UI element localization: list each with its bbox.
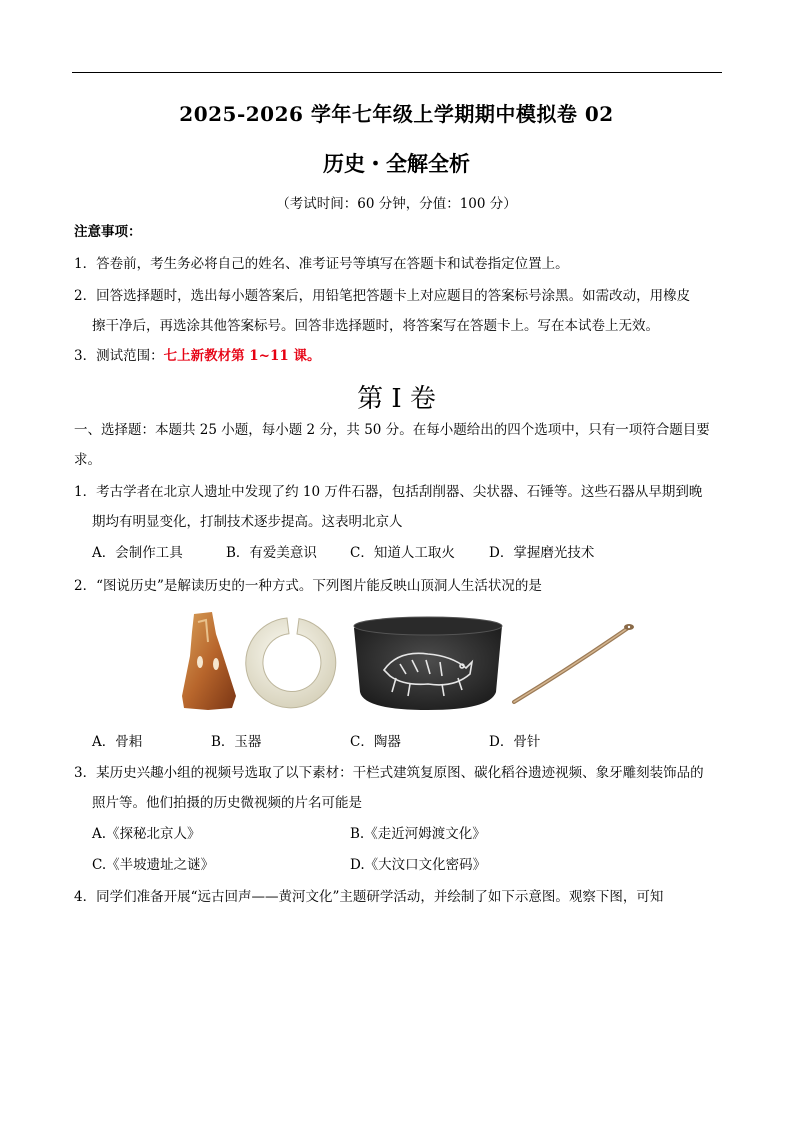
q3-stem-line-2: 照片等。他们拍摄的历史微视频的片名可能是 bbox=[92, 795, 362, 811]
q1-option-b[interactable]: B．有爱美意识 bbox=[226, 545, 317, 561]
q3-options-row-2 bbox=[92, 855, 486, 875]
exam-title: 2025-2026 学年七年级上学期期中模拟卷 02 bbox=[179, 102, 614, 126]
q2-stem: 2．“图说历史”是解读历史的一种方式。下列图片能反映山顶洞人生活状况的是 bbox=[74, 578, 542, 594]
q1-option-a[interactable]: A．会制作工具 bbox=[92, 545, 183, 561]
exam-subtitle: 历史・全解全析 bbox=[323, 151, 470, 176]
section-1-instructions-line-1: 一、选择题：本题共 25 小题，每小题 2 分，共 50 分。在每小题给出的四个选项中，只有一项符合题目要 bbox=[74, 422, 710, 438]
q2-option-c[interactable]: C．陶器 bbox=[350, 734, 401, 750]
volume-heading: 第 I 卷 bbox=[357, 384, 436, 414]
q1-option-d[interactable]: D．掌握磨光技术 bbox=[489, 545, 595, 561]
notice-item-3 bbox=[74, 346, 724, 366]
q2-option-d[interactable]: D．骨针 bbox=[489, 734, 541, 750]
section-1-instructions-line-2: 求。 bbox=[74, 452, 101, 468]
q3-option-b[interactable]: B.《走近河姆渡文化》 bbox=[350, 826, 486, 842]
notice-item-2-line-2: 擦干净后，再选涂其他答案标号。回答非选择题时，将答案写在答题卡上。写在本试卷上无效。 bbox=[92, 318, 659, 334]
test-scope: 七上新教材第 1~11 课。 bbox=[163, 348, 321, 364]
bone-needle-image bbox=[510, 618, 640, 708]
q3-option-d[interactable]: D.《大汶口文化密码》 bbox=[350, 857, 487, 873]
notice-item-3-prefix: 3．测试范围： bbox=[74, 348, 164, 364]
q4-stem: 4．同学们准备开展“远古回声——黄河文化”主题研学活动，并绘制了如下示意图。观察下图，可知 bbox=[74, 889, 664, 905]
jade-ring-image bbox=[242, 614, 342, 710]
q3-option-c[interactable]: C.《半坡遗址之谜》 bbox=[92, 857, 215, 873]
notice-heading: 注意事项： bbox=[74, 224, 142, 240]
pottery-image bbox=[350, 614, 506, 712]
q2-options bbox=[92, 732, 540, 752]
q1-stem-line-1: 1．考古学者在北京人遗址中发现了约 10 万件石器，包括刮削器、尖状器、石锤等。这些石器从早期到晚 bbox=[74, 484, 703, 500]
notice-item-2-line-1: 2．回答选择题时，选出每小题答案后，用铅笔把答题卡上对应题目的答案标号涂黑。如需改动，用橡皮 bbox=[74, 288, 691, 304]
q2-option-b[interactable]: B．玉器 bbox=[211, 734, 262, 750]
q1-option-c[interactable]: C．知道人工取火 bbox=[350, 545, 455, 561]
q3-stem-line-1: 3．某历史兴趣小组的视频号选取了以下素材：干栏式建筑复原图、碳化稻谷遗迹视频、象牙雕刻装饰品的 bbox=[74, 765, 704, 781]
q3-options-row-1 bbox=[92, 824, 486, 844]
q2-option-a[interactable]: A．骨耜 bbox=[92, 734, 143, 750]
q1-options bbox=[92, 543, 594, 563]
header-rule bbox=[72, 72, 722, 73]
bone-spade-image bbox=[178, 612, 240, 712]
q1-stem-line-2: 期均有明显变化，打制技术逐步提高。这表明北京人 bbox=[92, 514, 403, 530]
q3-option-a[interactable]: A.《探秘北京人》 bbox=[92, 826, 201, 842]
exam-meta: （考试时间：60 分钟，分值：100 分） bbox=[276, 196, 517, 212]
notice-item-1: 1．答卷前，考生务必将自己的姓名、准考证号等填写在答题卡和试卷指定位置上。 bbox=[74, 256, 569, 272]
